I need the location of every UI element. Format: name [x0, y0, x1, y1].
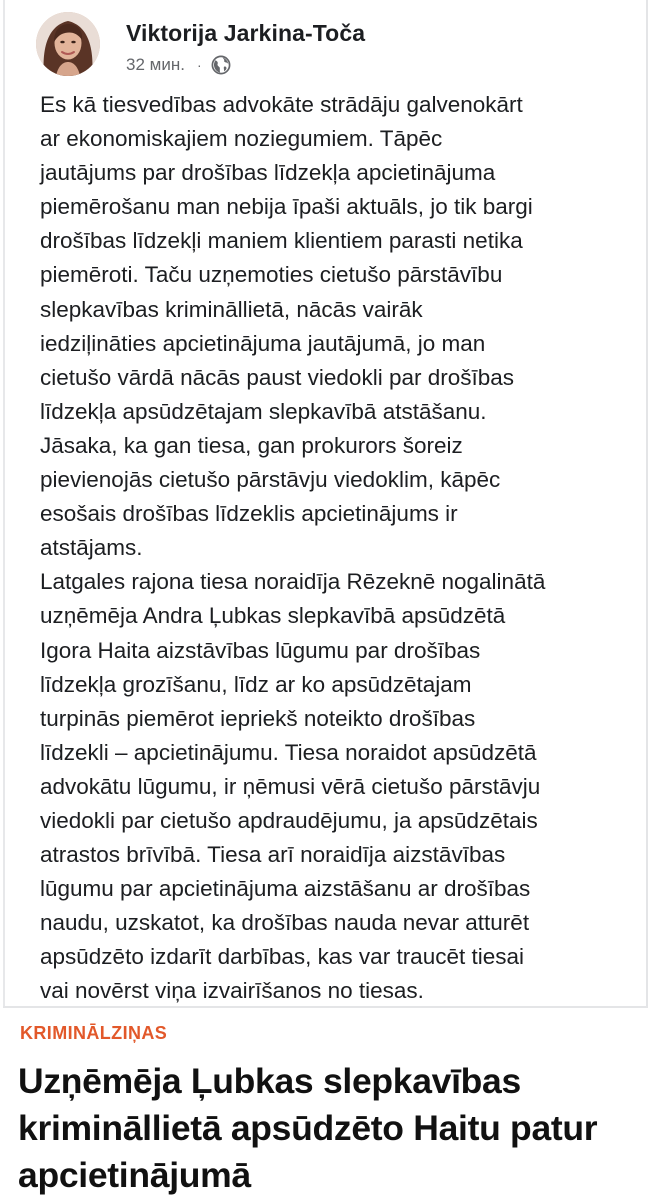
post-text-line: advokātu lūgumu, ir ņēmusi vērā cietušo pārstāvju — [40, 773, 541, 799]
post-text-line: uzņēmēja Andra Ļubkas slepkavībā apsūdzētā — [40, 603, 506, 629]
post-text-line: atstājams. — [40, 535, 143, 561]
post-text-line: naudu, uzskatot, ka drošības nauda nevar atturēt — [40, 910, 530, 936]
avatar-portrait-image — [36, 12, 100, 76]
headline-line: krimināllietā apsūdzēto Haitu patur — [18, 1108, 598, 1148]
post-timestamp[interactable]: 32 мин. — [126, 55, 185, 74]
post-text-line: apsūdzēto izdarīt darbības, kas var traucēt tiesai — [40, 944, 525, 970]
post-text-line: līdzekļa apsūdzētajam slepkavībā atstāšanu. — [40, 398, 487, 424]
post-card-left-border — [3, 0, 5, 1008]
post-text-line: lūgumu par apcietinājuma aizstāšanu ar drošības — [40, 876, 531, 902]
meta-separator: · — [196, 57, 202, 73]
post-text-line: līdzekli – apcietinājumu. Tiesa noraidot apsūdzētā — [40, 739, 537, 765]
article-headline[interactable] — [18, 1058, 648, 1199]
post-text-line: atrastos brīvībā. Tiesa arī noraidīja aizstāvības — [40, 842, 506, 868]
post-text-line: Igora Haita aizstāvības lūgumu par drošības — [40, 637, 481, 663]
post-meta — [126, 55, 231, 75]
post-text-line: līdzekļa grozīšanu, līdz ar ko apsūdzētajam — [40, 671, 472, 697]
post-body — [40, 88, 630, 1009]
post-text-line: drošības līdzekļi maniem klientiem parasti netika — [40, 228, 523, 254]
post-text-line: slepkavības krimināllietā, nācās vairāk — [40, 296, 423, 322]
post-text-line: vai novērst viņa izvairīšanos no tiesas. — [40, 978, 424, 1004]
article-category-label[interactable]: KRIMINĀLZIŅAS — [20, 1023, 168, 1043]
post-text-line: turpinās piemērot iepriekš noteikto drošības — [40, 705, 476, 731]
post-text-line: pievienojās cietušo pārstāvju viedoklim, kāpēc — [40, 467, 501, 493]
post-text-line: viedokli par cietušo apdraudējumu, ja apsūdzētais — [40, 807, 538, 833]
post-text-line: Latgales rajona tiesa noraidīja Rēzeknē nogalinātā — [40, 569, 546, 595]
post-text-line: cietušo vārdā nācās paust viedokli par drošības — [40, 364, 515, 390]
post-text-line: esošais drošības līdzeklis apcietinājums ir — [40, 501, 458, 527]
post-card-right-border — [646, 0, 648, 1008]
post-text-line: Jāsaka, ka gan tiesa, gan prokurors šoreiz — [40, 432, 463, 458]
post-text-line: piemēroti. Taču uzņemoties cietušo pārstāvību — [40, 262, 503, 288]
author-avatar[interactable] — [36, 12, 100, 76]
news-article-preview[interactable] — [0, 1012, 660, 1200]
post-text-line: jautājums par drošības līdzekļa apcietinājuma — [40, 160, 496, 186]
post-text-line: Es kā tiesvedības advokāte strādāju galvenokārt — [40, 92, 523, 117]
author-name-link[interactable]: Viktorija Jarkina-Toča — [126, 20, 366, 46]
post-text-line: piemērošanu man nebija īpaši aktuāls, jo tik bargi — [40, 194, 533, 220]
headline-line: apcietinājumā — [18, 1155, 251, 1195]
headline-line: Uzņēmēja Ļubkas slepkavības — [18, 1061, 521, 1101]
globe-icon[interactable] — [211, 55, 231, 75]
post-text-line: ar ekonomiskajiem noziegumiem. Tāpēc — [40, 126, 443, 152]
post-text-line: iedziļināties apcietinājuma jautājumā, jo man — [40, 330, 486, 356]
